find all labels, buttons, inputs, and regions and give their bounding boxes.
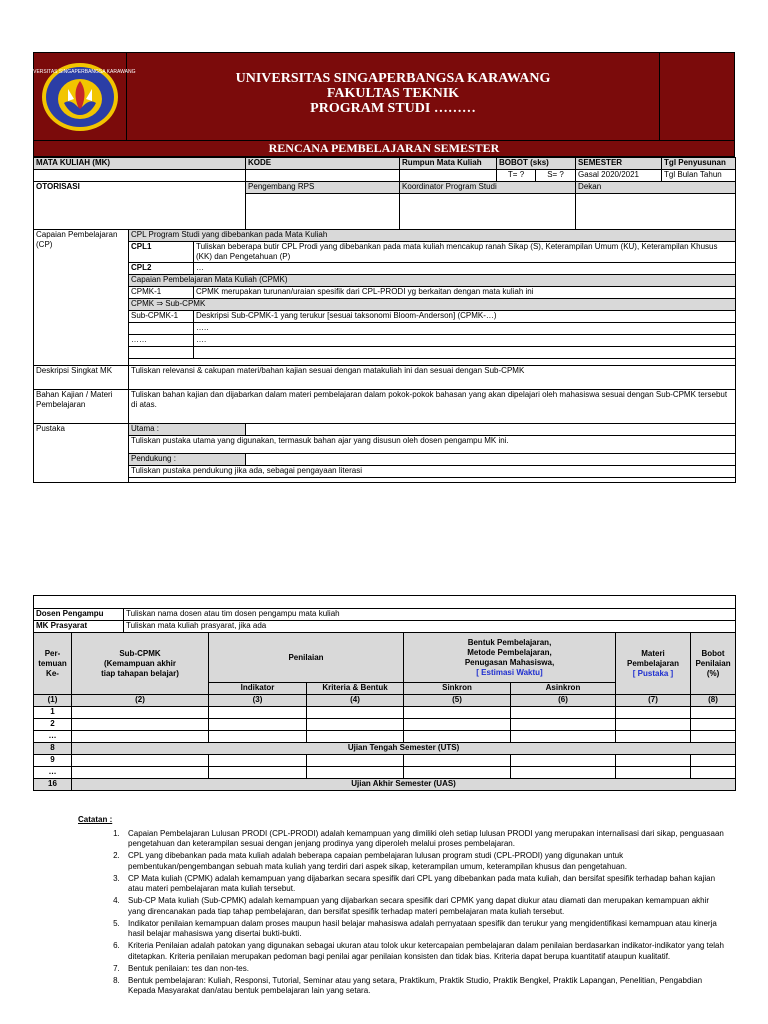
- table-row: [34, 767, 736, 779]
- cpl2-label: CPL2: [129, 263, 194, 275]
- cpl1-label: CPL1: [129, 242, 194, 263]
- subcpmk-header: CPMK ⇒ Sub-CPMK: [129, 299, 736, 311]
- otorisasi-label: OTORISASI: [34, 182, 246, 230]
- notes-section: [78, 815, 728, 998]
- bahan-label: Bahan Kajian / Materi Pembelajaran: [34, 390, 129, 424]
- bobot-t[interactable]: T= ?: [497, 170, 536, 182]
- col-materi: [616, 633, 691, 695]
- list-item: 8. Bentuk pembelajaran: Kuliah, Responsi, Tutorial, Seminar atau yang setara, Praktikum, Praktik Studio, Praktik Bengkel, Praktik Lapangan, Penelitian, Pengabdian Kepada Masyarakat dan/atau bentuk pembelajaran lain yang setara.: [122, 976, 728, 997]
- subcpmk2-label: [129, 323, 194, 335]
- mk-label: MATA KULIAH (MK): [34, 158, 246, 170]
- list-item: 1. Capaian Pembelajaran Lulusan PRODI (CPL-PRODI) adalah kemampuan yang dimiliki oleh setiap lulusan PRODI yang merupakan internalisasi dari sikap, penguasaan pengetahuan dan keterampilan sesuai dengan jenjang prodinya yang diperoleh melalui proses pembelajaran.: [122, 829, 728, 850]
- subcpmk2-text[interactable]: …..: [194, 323, 736, 335]
- deskripsi-text[interactable]: Tuliskan relevansi & cakupan materi/bahan kajian sesuai dengan matakuliah ini dan sesuai dengan Sub-CPMK: [129, 366, 736, 390]
- col-indikator: Indikator: [209, 683, 307, 695]
- koordinator-label: Koordinator Program Studi: [400, 182, 576, 194]
- cpl2-text[interactable]: …: [194, 263, 736, 275]
- rumpun-value[interactable]: [400, 170, 497, 182]
- faculty-name: FAKULTAS TEKNIK: [326, 86, 460, 101]
- dekan-label: Dekan: [576, 182, 736, 194]
- table-row: [34, 707, 736, 719]
- pendukung-text[interactable]: Tuliskan pustaka pendukung jika ada, sebagai pengayaan literasi: [129, 466, 736, 478]
- kode-value[interactable]: [246, 170, 400, 182]
- pendukung-spacer: [246, 454, 736, 466]
- col-estimasi: [ Estimasi Waktu]: [476, 667, 543, 677]
- table-row: [34, 755, 736, 767]
- bobot-label: BOBOT (sks): [497, 158, 576, 170]
- header-title-block: [126, 71, 660, 116]
- list-item: 5. Indikator penilaian kemampuan dalam proses maupun hasil belajar mahasiswa adalah pernyataan spesifik dan terukur yang mengidentifikasi kemampuan atau kinerja hasil belajar mahasiswa yang disertai bukti-bukti.: [122, 919, 728, 940]
- tgl-value[interactable]: Tgl Bulan Tahun: [662, 170, 736, 182]
- pustaka-label: Pustaka: [34, 424, 129, 483]
- row-number: …: [34, 731, 72, 743]
- list-item: 3. CP Mata kuliah (CPMK) adalah kemampuan yang dijabarkan secara spesifik dari CPL yang dibebankan pada mata kuliah, dan bersifat spesifik terhadap bahan kajian atau materi pembelajaran mata kuliah tersebut.: [122, 874, 728, 895]
- university-logo: [24, 59, 136, 135]
- utama-text[interactable]: Tuliskan pustaka utama yang digunakan, termasuk bahan ajar yang disusun oleh dosen pengampu MK ini.: [129, 436, 736, 454]
- col-penilaian: Penilaian: [209, 633, 404, 683]
- cpl-header: CPL Program Studi yang dibebankan pada Mata Kuliah: [129, 230, 736, 242]
- dosen-label: Dosen Pengampu: [34, 609, 124, 621]
- row-number: 1: [34, 707, 72, 719]
- semester-value[interactable]: Gasal 2020/2021: [576, 170, 662, 182]
- subcpmk3-label: ……: [129, 335, 194, 347]
- col-bentuk: [404, 633, 616, 683]
- num-2: (2): [72, 695, 209, 707]
- col-bentuk-label: Bentuk Pembelajaran, Metode Pembelajaran, Penugasan Mahasiswa,: [464, 637, 555, 667]
- document-header: [24, 52, 735, 141]
- col-bobot: Bobot Penilaian (%): [691, 633, 736, 695]
- logo-text: UNIVERSITAS SINGAPERBANGSA KARAWANG: [24, 69, 136, 75]
- cp-spacer: [129, 359, 736, 366]
- col-sinkron: Sinkron: [404, 683, 511, 695]
- num-5: (5): [404, 695, 511, 707]
- uas-row: [34, 779, 736, 791]
- rps-weekly-table: [33, 595, 736, 791]
- cpmk-header: Capaian Pembelajaran Mata Kuliah (CPMK): [129, 275, 736, 287]
- deskripsi-label: Deskripsi Singkat MK: [34, 366, 129, 390]
- subcpmk1-label: Sub-CPMK-1: [129, 311, 194, 323]
- prasyarat-label: MK Prasyarat: [34, 621, 124, 633]
- subcpmk1-text[interactable]: Deskripsi Sub-CPMK-1 yang terukur [sesuai taksonomi Bloom-Anderson] (CPMK-…): [194, 311, 736, 323]
- list-item: 4. Sub-CP Mata kuliah (Sub-CPMK) adalah kemampuan yang dijabarkan secara spesifik dari CPMK yang dapat diukur atau diamati dan merupakan kemampuan akhir yang direncanakan pada tiap tahap pembelajaran, dan bersifat spesifik terhadap materi pembelajaran mata kuliah tersebut.: [122, 896, 728, 917]
- utama-spacer: [246, 424, 736, 436]
- col-pertemuan: Per- temuan Ke-: [34, 633, 72, 695]
- num-1: (1): [34, 695, 72, 707]
- pengembang-label: Pengembang RPS: [246, 182, 400, 194]
- row-number: 9: [34, 755, 72, 767]
- cpl1-text[interactable]: Tuliskan beberapa butir CPL Prodi yang dibebankan pada mata kuliah mencakup ranah Sikap (S), Keterampilan Umum (KU), Keterampilan Khusus (KK) dan Pengetahuan (P): [194, 242, 736, 263]
- uts-label: Ujian Tengah Semester (UTS): [72, 743, 736, 755]
- header-right-cell: [659, 53, 734, 140]
- num-7: (7): [616, 695, 691, 707]
- cpmk1-text[interactable]: CPMK merupakan turunan/uraian spesifik dari CPL-PRODI yg berkaitan dengan mata kuliah ini: [194, 287, 736, 299]
- list-item: 2. CPL yang dibebankan pada mata kuliah adalah beberapa capaian pembelajaran lulusan program studi (CPL-PRODI) yang digunakan untuk pembentukan/pengembangan sebuah mata kuliah yang terdiri dari aspek sikap, keterampilan umum, keterampilan khusus dan pengetahuan.: [122, 851, 728, 872]
- mk-value[interactable]: [34, 170, 246, 182]
- university-name: UNIVERSITAS SINGAPERBANGSA KARAWANG: [235, 71, 551, 86]
- table-row: [34, 731, 736, 743]
- pustaka-spacer: [129, 478, 736, 483]
- col-asinkron: Asinkron: [511, 683, 616, 695]
- logo-box: [24, 53, 136, 140]
- program-name: PROGRAM STUDI ………: [310, 101, 476, 116]
- kode-label: KODE: [246, 158, 400, 170]
- row-number: 2: [34, 719, 72, 731]
- table-row: [34, 719, 736, 731]
- num-4: (4): [307, 695, 404, 707]
- notes-title: Catatan :: [78, 815, 113, 824]
- row-number: 16: [34, 779, 72, 791]
- prasyarat-text[interactable]: Tuliskan mata kuliah prasyarat, jika ada: [124, 621, 736, 633]
- col-materi-label: Materi Pembelajaran: [626, 648, 680, 668]
- col-subcpmk: Sub-CPMK (Kemampuan akhir tiap tahapan belajar): [72, 633, 209, 695]
- num-8: (8): [691, 695, 736, 707]
- utama-label: Utama :: [129, 424, 246, 436]
- list-item: 6. Kriteria Penilaian adalah patokan yang digunakan sebagai ukuran atau tolok ukur ketercapaian pembelajaran dalam penilaian berdasarkan indikator-indikator yang telah ditetapkan. Kriteria penilaian merupakan pedoman bagi penilai agar penilaian konsisten dan tidak bias. Kriteria dapat berupa kuantitatif ataupun kualitatif.: [122, 941, 728, 962]
- col-kriteria: Kriteria & Bentuk: [307, 683, 404, 695]
- notes-list: [78, 829, 728, 997]
- row-number: …: [34, 767, 72, 779]
- tgl-label: Tgl Penyusunan: [662, 158, 736, 170]
- pengembang-sign[interactable]: [246, 194, 400, 230]
- koordinator-sign[interactable]: [400, 194, 576, 230]
- uas-label: Ujian Akhir Semester (UAS): [72, 779, 736, 791]
- subcpmk3-text[interactable]: ….: [194, 335, 736, 347]
- uts-row: [34, 743, 736, 755]
- semester-label: SEMESTER: [576, 158, 662, 170]
- list-item: 7. Bentuk penilaian: tes dan non-tes.: [122, 964, 728, 975]
- cpmk1-label: CPMK-1: [129, 287, 194, 299]
- dekan-sign[interactable]: [576, 194, 736, 230]
- rps-main-table: [33, 157, 736, 483]
- dosen-text[interactable]: Tuliskan nama dosen atau tim dosen pengampu mata kuliah: [124, 609, 736, 621]
- bahan-text[interactable]: Tuliskan bahan kajian dan dijabarkan dalam materi pembelajaran dalam pokok-pokok bahasan yang akan dipelajari oleh mahasiswa sesuai dengan Sub-CPMK tersebut di atas.: [129, 390, 736, 424]
- subcpmk4-text[interactable]: [194, 347, 736, 359]
- num-6: (6): [511, 695, 616, 707]
- bottom-top-row: [34, 596, 736, 609]
- cp-label: Capaian Pembelajaran (CP): [34, 230, 129, 366]
- bobot-s[interactable]: S= ?: [536, 170, 576, 182]
- subcpmk4-label: [129, 347, 194, 359]
- pendukung-label: Pendukung :: [129, 454, 246, 466]
- row-number: 8: [34, 743, 72, 755]
- col-pustaka: [ Pustaka ]: [632, 668, 674, 678]
- num-3: (3): [209, 695, 307, 707]
- rumpun-label: Rumpun Mata Kuliah: [400, 158, 497, 170]
- rps-title: RENCANA PEMBELAJARAN SEMESTER: [33, 141, 735, 157]
